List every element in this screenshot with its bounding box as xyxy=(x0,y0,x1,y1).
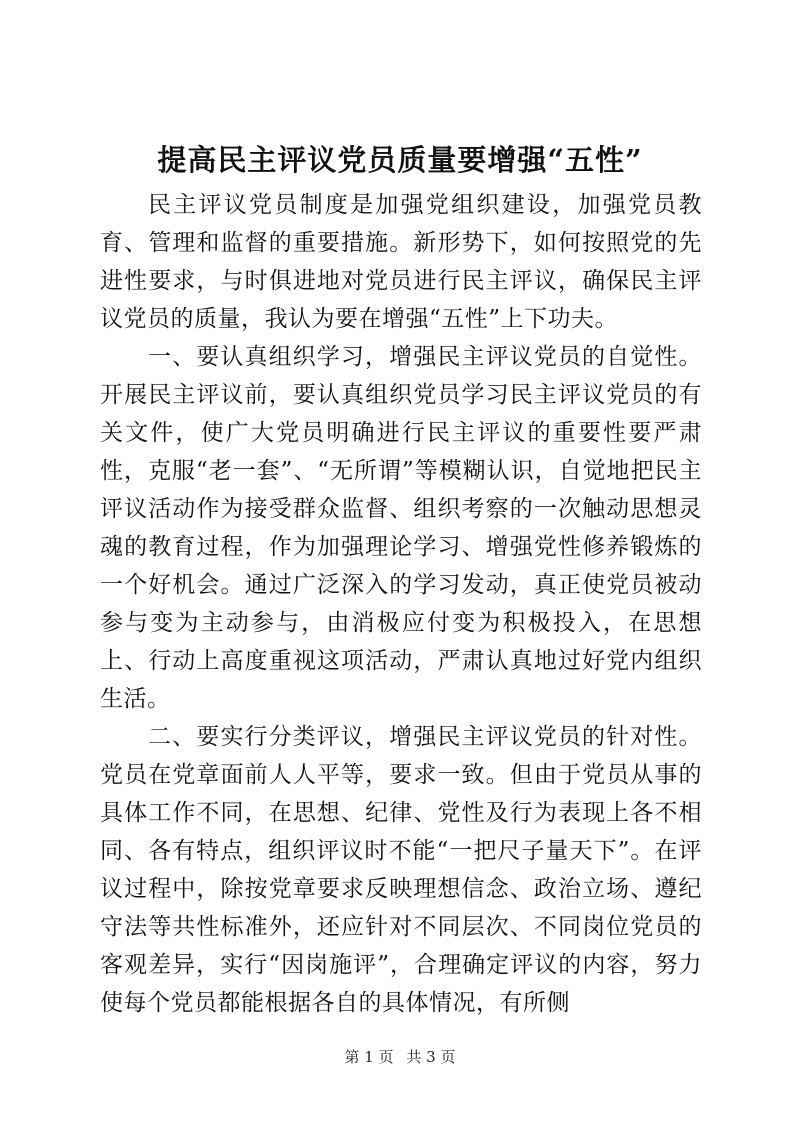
paragraph-intro: 民主评议党员制度是加强党组织建设，加强党员教育、管理和监督的重要措施。新形势下，如何按照党的先进性要求，与时俱进地对党员进行民主评议，确保民主评议党员的质量，我认为要在增强“五性”上下功夫。 xyxy=(100,192,702,332)
document-title: 提高民主评议党员质量要增强“五性” xyxy=(157,143,643,177)
paragraph-section-one: 一、要认真组织学习，增强民主评议党员的自觉性。开展民主评议前，要认真组织党员学习民主评议党员的有关文件，使广大党员明确进行民主评议的重要性要严肃性，克服“老一套”、“无所谓”等模糊认识，自觉地把民主评议活动作为接受群众监督、组织考察的一次触动思想灵魂的教育过程，作为加强理论学习、增强党性修养锻炼的一个好机会。通过广泛深入的学习发动，真正使党员被动参与变为主动参与，由消极应付变为积极投入，在思想上、行动上高度重视这项活动，严肃认真地过好党内组织生活。 xyxy=(100,344,702,712)
paragraph-section-two: 二、要实行分类评议，增强民主评议党员的针对性。党员在党章面前人人平等，要求一致。但由于党员从事的具体工作不同，在思想、纪律、党性及行为表现上各不相同、各有特点，组织评议时不能“一把尺子量天下”。在评议过程中，除按党章要求反映理想信念、政治立场、遵纪守法等共性标准外，还应针对不同层次、不同岗位党员的客观差异，实行“因岗施评”，合理确定评议的内容，努力使每个党员都能根据各自的具体情况，有所侧 xyxy=(100,724,702,1016)
document-body xyxy=(100,186,702,1022)
page-total: 共 3 页 xyxy=(406,1048,456,1066)
page-footer xyxy=(0,1047,800,1067)
page-number: 第 1 页 xyxy=(344,1048,394,1066)
